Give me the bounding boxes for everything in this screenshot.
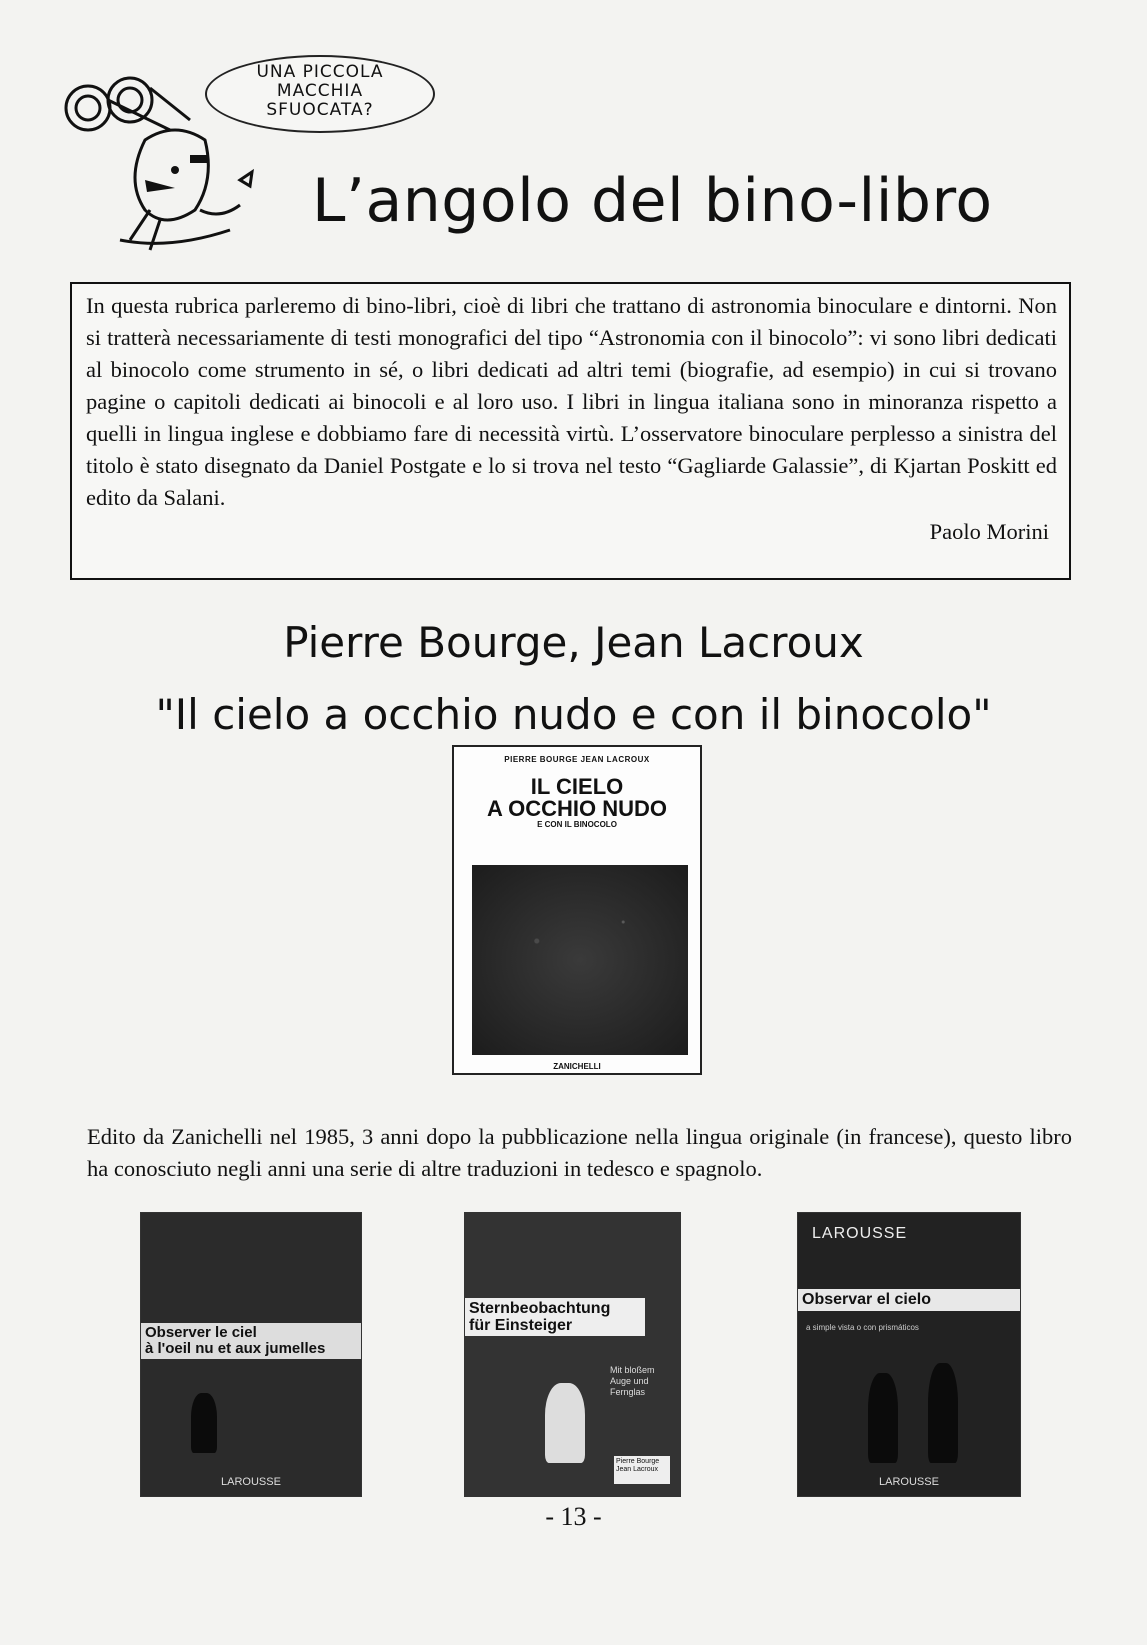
night-sky-photo <box>472 865 688 1055</box>
intro-box <box>70 282 1071 580</box>
cover-title-line: für Einsteiger <box>469 1317 573 1334</box>
body-paragraph: Edito da Zanichelli nel 1985, 3 anni dopo la pubblicazione nella lingua originale (in francese), questo libro ha conosciuto negli anni una serie di altre traduzioni in tedesco e spagnolo. <box>87 1123 1072 1181</box>
spanish-edition-cover <box>797 1212 1021 1497</box>
cover-authors: PIERRE BOURGE JEAN LACROUX <box>504 755 650 764</box>
french-edition-cover <box>140 1212 362 1497</box>
cover-brand: LAROUSSE <box>812 1225 908 1242</box>
book-title-heading: "Il cielo a occhio nudo e con il binocolo" <box>155 690 992 739</box>
cover-author-tag: Pierre Bourge Jean Lacroux <box>614 1456 670 1484</box>
cover-title-line: Observer le ciel <box>145 1324 257 1341</box>
cover-title-line: A OCCHIO NUDO <box>486 796 668 821</box>
book-authors-heading: Pierre Bourge, Jean Lacroux <box>283 618 864 667</box>
speech-bubble-line: UNA PICCOLA <box>256 62 384 82</box>
intro-author: Paolo Morini <box>929 519 1049 544</box>
intro-text: In questa rubrica parleremo di bino-libri, cioè di libri che trattano di astronomia binoculare e dintorni. Non si tratterà necessariamente di testi monografici del tipo “Astronomia con il binocolo”: vi sono libri dedicati al binocolo come strumento in sé, o libri dedicati ad altri temi (biografie, ad esempio) in cui si trovano pagine o capitoli dedicati ai binocoli e al loro uso. I libri in lingua italiana sono in minoranza rispetto a quelli in lingua inglese e dobbiamo fare di necessità virtù. L’osservatore binoculare perplesso a sinistra del titolo è stato disegnato da Daniel Postgate e lo si trova nel testo “Gagliarde Galassie”, di Kjartan Poskitt ed edito da Salani. <box>86 293 1057 510</box>
page-number: - 13 - <box>545 1502 602 1531</box>
speech-bubble-line: SFUOCATA? <box>266 100 374 120</box>
cover-subtitle: a simple vista o con prismáticos <box>806 1323 919 1332</box>
cover-title-line: IL CIELO <box>530 774 624 799</box>
page-title: L’angolo del bino-libro <box>312 166 993 236</box>
cover-title-line: à l'oeil nu et aux jumelles <box>145 1340 326 1357</box>
speech-bubble <box>205 55 435 133</box>
german-edition-cover <box>464 1212 681 1497</box>
cover-publisher: LAROUSSE <box>221 1476 281 1488</box>
observer-silhouette <box>868 1373 898 1463</box>
cover-title <box>141 1323 361 1359</box>
cover-title <box>454 776 700 820</box>
cover-subtext: Mit bloßem Auge und Fernglas <box>610 1365 655 1397</box>
main-book-cover <box>452 745 702 1075</box>
observer-silhouette <box>191 1393 217 1453</box>
cover-publisher: ZANICHELLI <box>553 1062 601 1071</box>
cover-publisher: LAROUSSE <box>879 1476 939 1488</box>
cover-title: Observar el cielo <box>798 1289 1020 1311</box>
observer-silhouette <box>928 1363 958 1463</box>
observer-silhouette <box>545 1383 585 1463</box>
cover-title-line: Sternbeobachtung <box>469 1300 611 1317</box>
cover-subtitle: E CON IL BINOCOLO <box>537 820 617 829</box>
cover-title <box>465 1298 645 1336</box>
speech-bubble-line: MACCHIA <box>276 81 364 101</box>
